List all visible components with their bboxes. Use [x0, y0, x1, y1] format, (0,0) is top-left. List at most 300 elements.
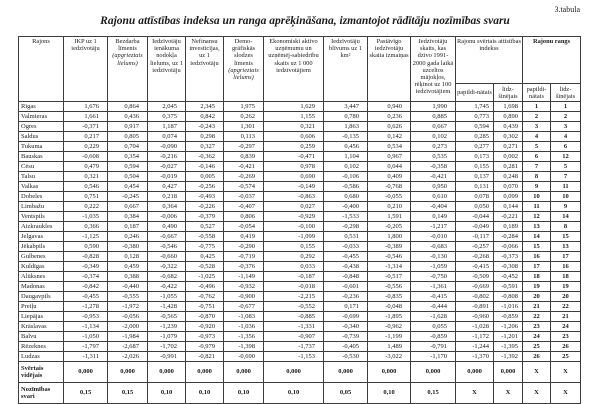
indicator-value: 0,321	[264, 122, 324, 132]
table-header	[19, 37, 581, 102]
index-value: -0,373	[494, 252, 523, 262]
table-row	[19, 172, 581, 182]
rank-value: 21	[551, 312, 581, 322]
rank-value: 11	[551, 182, 581, 192]
rank-value: 14	[551, 212, 581, 222]
index-value: 0,189	[494, 222, 523, 232]
district-name: Ludzas	[19, 352, 64, 362]
table-row	[19, 132, 581, 142]
indicator-value: -0,362	[186, 152, 224, 162]
table-row	[19, 202, 581, 212]
index-value: -0,452	[494, 272, 523, 282]
indicator-value: -0,859	[411, 332, 456, 342]
summary-rank-value: X	[551, 362, 581, 383]
indicator-value: 0,155	[264, 242, 324, 252]
index-value: -1,028	[456, 322, 494, 332]
indicator-value: 0,384	[108, 212, 148, 222]
table-row	[19, 102, 581, 112]
indicator-value: 0,149	[411, 212, 456, 222]
rank-value: 24	[523, 332, 551, 342]
district-name: Aizkraukles	[19, 222, 64, 232]
index-value: 0,271	[494, 142, 523, 152]
indicator-value: -0,010	[411, 232, 456, 242]
rank-value: 19	[551, 282, 581, 292]
indicator-value: -0,048	[368, 302, 411, 312]
indicator-value: 0,354	[108, 152, 148, 162]
table-row	[19, 112, 581, 122]
rank-value: 25	[523, 342, 551, 352]
table-row	[19, 182, 581, 192]
rank-value: 18	[551, 272, 581, 282]
rank-value: 22	[551, 302, 581, 312]
index-value: 0,173	[456, 152, 494, 162]
rank-value: 10	[551, 192, 581, 202]
table-row	[19, 292, 581, 302]
indicator-value: 0,978	[264, 162, 324, 172]
table-row	[19, 332, 581, 342]
table-row	[19, 162, 581, 172]
indicator-value: -0,471	[264, 152, 324, 162]
summary-value: 0,15	[411, 383, 456, 404]
indicator-value: 0,967	[368, 152, 411, 162]
index-value: -0,669	[456, 282, 494, 292]
indicator-value: -0,835	[368, 292, 411, 302]
indicator-value: -0,870	[186, 312, 224, 322]
indicator-value: -0,739	[324, 332, 368, 342]
table-row	[19, 122, 581, 132]
indicator-value: -0,775	[186, 242, 224, 252]
indicator-value: 0,375	[148, 112, 186, 122]
district-name: Jelgavas	[19, 232, 64, 242]
indicator-value: 0,504	[108, 172, 148, 182]
indicator-value: 0,217	[64, 132, 108, 142]
rank-value: 23	[551, 332, 581, 342]
indicator-value: 1,301	[224, 122, 264, 132]
indicator-value: -0,421	[224, 162, 264, 172]
index-value: -1,370	[456, 352, 494, 362]
indicator-value: -1,533	[324, 212, 368, 222]
summary-value: 0,10	[186, 383, 224, 404]
rank-value: 20	[523, 292, 551, 302]
district-name: Limbažu	[19, 202, 64, 212]
rank-value: 15	[523, 242, 551, 252]
indicator-value: 0,142	[368, 132, 411, 142]
indicator-value: -0,027	[148, 162, 186, 172]
indicator-value: 1,863	[324, 122, 368, 132]
indicator-value: 0,842	[186, 112, 224, 122]
index-value: 0,277	[456, 142, 494, 152]
indicator-value: 0,667	[108, 202, 148, 212]
summary-label: Nozīmības svari	[19, 383, 64, 404]
column-header-indicator: Iedzīvotāju blīvums uz 1 km²	[324, 37, 368, 102]
indicator-value: 0,950	[411, 182, 456, 192]
indicator-value: -0,677	[224, 302, 264, 312]
indicator-value: -1,153	[264, 352, 324, 362]
column-group-rank: Rajonu rangs	[523, 37, 581, 84]
rank-value: 1	[523, 102, 551, 112]
indicator-value: 0,667	[411, 122, 456, 132]
indicator-value: -0,455	[64, 292, 108, 302]
indicator-value: -0,400	[324, 202, 368, 212]
indicator-value: -1,239	[148, 322, 186, 332]
indicator-value: 0,102	[411, 132, 456, 142]
indicator-value: -0,054	[224, 222, 264, 232]
column-header-rajons: Rajons	[19, 37, 64, 102]
indicator-value: -0,762	[186, 292, 224, 302]
indicator-value: -0,900	[224, 292, 264, 302]
indicator-value: -0,055	[368, 192, 411, 202]
indicator-value: 0,436	[108, 112, 148, 122]
table-row	[19, 142, 581, 152]
district-name: Cēsu	[19, 162, 64, 172]
district-name: Bauskas	[19, 152, 64, 162]
indicator-value: -0,405	[324, 342, 368, 352]
district-name: Alūksnes	[19, 272, 64, 282]
indicator-value: -2,687	[108, 342, 148, 352]
indicator-value: -0,558	[186, 232, 224, 242]
rank-value: 5	[523, 142, 551, 152]
indicator-value: -0,106	[324, 172, 368, 182]
indicator-value: 1,629	[264, 102, 324, 112]
indicator-value: -1,083	[224, 312, 264, 322]
summary-row	[19, 383, 581, 404]
indicator-value: 0,839	[224, 152, 264, 162]
rank-value: 17	[551, 252, 581, 262]
rank-value: 15	[551, 232, 581, 242]
indicator-value: -1,972	[108, 302, 148, 312]
indicator-value: 2,045	[148, 102, 186, 112]
table-row	[19, 272, 581, 282]
summary-index-value: 0,000	[456, 362, 494, 383]
rank-value: 9	[551, 202, 581, 212]
indicator-value: 0,388	[108, 272, 148, 282]
indicator-value: -0,920	[186, 322, 224, 332]
summary-row	[19, 362, 581, 383]
indicator-value: -0,256	[186, 182, 224, 192]
table-row	[19, 152, 581, 162]
district-name: Talsu	[19, 172, 64, 182]
indicator-value: -0,349	[64, 262, 108, 272]
table-row	[19, 252, 581, 262]
summary-label: Svērtais vidējais	[19, 362, 64, 383]
indicator-value: 0,490	[148, 222, 186, 232]
indicator-value: 0,229	[64, 142, 108, 152]
indicator-value: -2,026	[108, 352, 148, 362]
indicator-value: 0,113	[224, 132, 264, 142]
indicator-value: -0,682	[148, 272, 186, 282]
indicator-value: -0,455	[324, 252, 368, 262]
indicator-value: 1,591	[368, 212, 411, 222]
rank-value: 12	[523, 212, 551, 222]
indicator-value: -0,962	[368, 322, 411, 332]
rank-value: 22	[523, 312, 551, 322]
subheader-rank-lidzsinejais: līdz-šinējais	[551, 84, 581, 102]
index-value: -1,244	[456, 342, 494, 352]
index-value: 0,302	[494, 132, 523, 142]
indicator-value: -1,737	[264, 342, 324, 352]
index-value: -0,284	[494, 232, 523, 242]
summary-value: 0,000	[324, 362, 368, 383]
rank-value: 9	[523, 182, 551, 192]
index-value: 0,002	[494, 152, 523, 162]
rank-value: 14	[523, 232, 551, 242]
index-value: 0,099	[494, 192, 523, 202]
table-row	[19, 222, 581, 232]
indicator-value: 1,489	[368, 342, 411, 352]
indicator-value: 1,155	[264, 112, 324, 122]
rank-value: 18	[523, 272, 551, 282]
rank-value: 4	[551, 132, 581, 142]
indicator-value: 0,366	[64, 222, 108, 232]
indicator-value: 0,427	[148, 182, 186, 192]
index-value: -1,201	[494, 332, 523, 342]
summary-value: 0,10	[368, 383, 411, 404]
summary-index-value: 0,000	[494, 362, 523, 383]
indicator-value: -0,236	[324, 292, 368, 302]
indicator-value: 0,236	[368, 112, 411, 122]
indicator-value: -1,628	[411, 312, 456, 322]
header-row	[19, 37, 581, 84]
indicator-value: 0,590	[64, 242, 108, 252]
indicator-value: 0,454	[108, 182, 148, 192]
summary-value: 0,000	[64, 362, 108, 383]
rank-value: 19	[523, 282, 551, 292]
rank-value: 7	[523, 162, 551, 172]
indicator-value: 0,704	[108, 142, 148, 152]
indicator-value: -0,565	[148, 312, 186, 322]
index-value: -0,066	[494, 242, 523, 252]
indicator-value: -0,953	[64, 312, 108, 322]
index-value: 0,137	[456, 172, 494, 182]
rank-value: 24	[551, 322, 581, 332]
indicator-value: 0,171	[324, 302, 368, 312]
summary-value: 0,000	[411, 362, 456, 383]
indicator-value: -0,444	[411, 302, 456, 312]
indicator-value: 0,027	[264, 202, 324, 212]
indicator-value: 0,606	[264, 132, 324, 142]
rank-value: 3	[551, 122, 581, 132]
column-header-indicator: Bezdarba līmenis (apgrieztais lielums)	[108, 37, 148, 102]
indicator-value: 0,459	[108, 262, 148, 272]
district-name: Preiļu	[19, 302, 64, 312]
rank-value: 16	[523, 252, 551, 262]
indicator-value: 0,005	[186, 172, 224, 182]
index-value: -0,859	[494, 312, 523, 322]
indicator-value: -0,973	[186, 332, 224, 342]
indicator-value: -0,791	[411, 342, 456, 352]
summary-value: 0,10	[224, 383, 264, 404]
district-name: Rīgas	[19, 102, 64, 112]
indicator-value: -1,331	[264, 322, 324, 332]
index-value: -1,016	[494, 302, 523, 312]
summary-value: 0,10	[148, 383, 186, 404]
indicator-value: 0,610	[411, 192, 456, 202]
summary-value: 0,05	[324, 383, 368, 404]
indicator-value: -0,358	[411, 162, 456, 172]
district-name: Liepājas	[19, 312, 64, 322]
table-row	[19, 352, 581, 362]
index-value: 0,050	[456, 202, 494, 212]
index-value: -0,960	[456, 312, 494, 322]
indicator-value: 0,780	[324, 112, 368, 122]
indicator-value: 1,975	[224, 102, 264, 112]
indicator-value: 0,298	[186, 132, 224, 142]
indicator-value: -0,821	[186, 352, 224, 362]
indicator-value: 0,292	[264, 252, 324, 262]
indicator-value: 0,864	[108, 102, 148, 112]
district-name: Valkas	[19, 182, 64, 192]
indicator-value: -0,601	[324, 282, 368, 292]
index-value: -0,509	[456, 272, 494, 282]
indicator-value: -0,719	[224, 252, 264, 262]
indicator-value: 0,321	[64, 172, 108, 182]
indicator-value: -1,134	[64, 322, 108, 332]
indicator-value: 0,535	[411, 152, 456, 162]
rank-value: 8	[551, 222, 581, 232]
summary-value: 0,000	[368, 362, 411, 383]
indicator-value: -0,130	[411, 252, 456, 262]
indicator-value: -0,991	[148, 352, 186, 362]
indicator-value: -0,033	[324, 242, 368, 252]
rank-value: 5	[551, 162, 581, 172]
indicator-value: -1,199	[368, 332, 411, 342]
indicator-value: -0,546	[148, 242, 186, 252]
rank-value: 8	[523, 172, 551, 182]
district-name: Saldus	[19, 132, 64, 142]
indicator-value: -0,146	[186, 162, 224, 172]
column-header-indicator: Iedzīvotāju skaits, kas dzīvo 1991-2000 gada laikā uzceltos mājokļos, rēķinot uz 100 iedzīvotājiem	[411, 37, 456, 102]
indicator-value: -1,025	[186, 272, 224, 282]
index-value: -1,395	[494, 342, 523, 352]
rank-value: 11	[523, 202, 551, 212]
indicator-value: -0,768	[368, 182, 411, 192]
index-value: 0,773	[456, 112, 494, 122]
rank-value: 23	[523, 322, 551, 332]
index-value: -1,392	[494, 352, 523, 362]
indicator-value: -0,660	[148, 252, 186, 262]
table-row	[19, 312, 581, 322]
indicator-value: 0,273	[411, 142, 456, 152]
indicator-value: -0,555	[108, 292, 148, 302]
indicator-value: -0,546	[368, 252, 411, 262]
rank-value: 2	[551, 112, 581, 122]
index-value: -0,591	[494, 282, 523, 292]
rank-value: 21	[523, 302, 551, 312]
indicator-value: 0,327	[186, 142, 224, 152]
indicator-value: -1,428	[148, 302, 186, 312]
indicator-value: -0,216	[148, 152, 186, 162]
column-header-indicator: IKP uz 1 iedzīvotāju	[64, 37, 108, 102]
table-row	[19, 212, 581, 222]
indicator-value: 0,128	[108, 252, 148, 262]
summary-rank-value: X	[523, 383, 551, 404]
indicator-value: 2,345	[186, 102, 224, 112]
rank-value: 7	[551, 172, 581, 182]
index-value: 0,155	[456, 162, 494, 172]
indicator-value: 0,527	[186, 222, 224, 232]
indicator-value: -0,848	[324, 272, 368, 282]
indicator-value: -1,895	[368, 312, 411, 322]
indicator-value: -0,979	[186, 342, 224, 352]
indicator-value: -0,530	[324, 352, 368, 362]
indicator-value: -1,125	[64, 232, 108, 242]
index-value: -0,808	[494, 292, 523, 302]
indicator-value: -1,055	[148, 292, 186, 302]
indicator-value: 0,409	[368, 172, 411, 182]
indicator-value: -0,422	[148, 282, 186, 292]
indicator-value: 0,055	[411, 322, 456, 332]
table-row	[19, 302, 581, 312]
subheader-index-papildinatais: papildi-nātais	[456, 84, 494, 102]
summary-index-value: X	[456, 383, 494, 404]
indicator-value: 0,218	[148, 192, 186, 202]
rank-value: 26	[523, 352, 551, 362]
indicator-value: -1,050	[64, 332, 108, 342]
index-value: 0,281	[494, 162, 523, 172]
table-row	[19, 242, 581, 252]
district-name: Gulbenes	[19, 252, 64, 262]
indicator-value: -0,243	[186, 122, 224, 132]
indicator-value: -0,907	[264, 332, 324, 342]
indicator-value: 0,751	[64, 192, 108, 202]
column-header-indicator: Ekonomiski aktīvo uzņēmumu un uzņēmēj-sabiedrību skaits uz 1 000 iedzīvotājiem	[264, 37, 324, 102]
indicator-value: -0,683	[411, 242, 456, 252]
table-row	[19, 262, 581, 272]
indicator-value: -1,702	[148, 342, 186, 352]
indicator-value: 0,033	[264, 262, 324, 272]
index-value: 1,698	[494, 102, 523, 112]
indicator-value: 0,626	[368, 122, 411, 132]
indicator-value: 0,479	[64, 162, 108, 172]
index-value: -0,117	[456, 232, 494, 242]
index-value: 0,248	[494, 172, 523, 182]
district-name: Valmieras	[19, 112, 64, 122]
indicator-value: 0,456	[324, 142, 368, 152]
indicator-value: 0,187	[108, 222, 148, 232]
indicator-value: -0,556	[368, 282, 411, 292]
district-name: Jēkabpils	[19, 242, 64, 252]
indicator-value: -0,929	[264, 212, 324, 222]
indicator-value: -0,404	[411, 202, 456, 212]
indicator-value: 0,262	[224, 112, 264, 122]
indicator-value: 0,806	[224, 212, 264, 222]
summary-value: 0,000	[108, 362, 148, 383]
column-header-indicator: Demo-grāfiskās slodzes līmenis (apgrieztais lielums)	[224, 37, 264, 102]
rank-value: 3	[523, 122, 551, 132]
index-value: 0,285	[456, 132, 494, 142]
indicator-value: 0,885	[411, 112, 456, 122]
table-row	[19, 232, 581, 242]
indicator-value: -0,090	[148, 142, 186, 152]
indicator-value: -0,374	[64, 272, 108, 282]
indicator-value: 0,425	[186, 252, 224, 262]
indicator-value: -1,398	[224, 342, 264, 352]
district-name: Tukuma	[19, 142, 64, 152]
rank-value: 13	[523, 222, 551, 232]
indicator-value: -1,099	[264, 232, 324, 242]
indicator-value: -0,552	[264, 302, 324, 312]
indicator-value: 1,800	[368, 232, 411, 242]
indicator-value: 0,690	[264, 172, 324, 182]
indicator-value: 0,102	[324, 162, 368, 172]
indicator-value: -3,022	[368, 352, 411, 362]
indicator-value: -0,019	[148, 172, 186, 182]
rank-value: 16	[551, 262, 581, 272]
summary-value: 0,000	[264, 362, 324, 383]
index-value: -0,802	[456, 292, 494, 302]
indicator-value: -0,574	[224, 182, 264, 192]
indicator-value: -1,356	[224, 332, 264, 342]
